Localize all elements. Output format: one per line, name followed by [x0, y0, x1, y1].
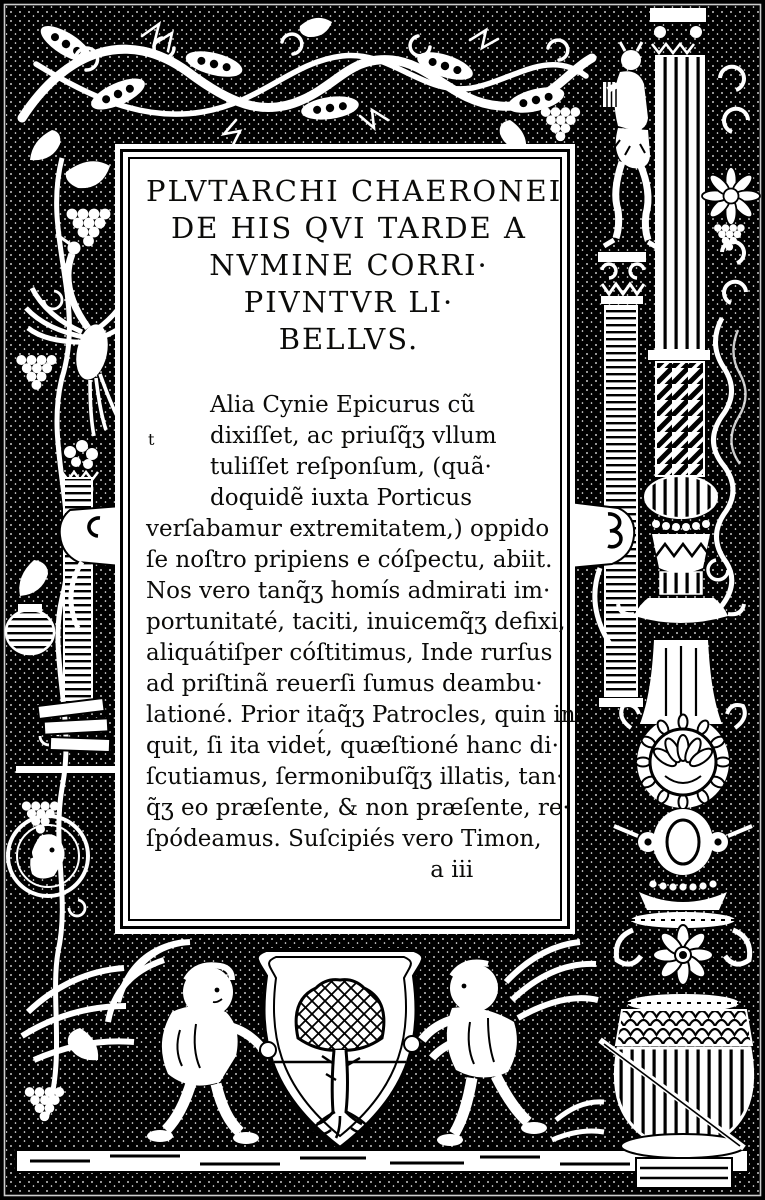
- body-line: aliquátiſper cóſtitimus, Inde rurſus: [146, 640, 553, 666]
- body-line: lationé. Prior itaq̃ʒ Patrocles, quin in·: [146, 702, 583, 728]
- title-line: PLVTARCHI CHAERONEI: [146, 174, 563, 208]
- title-block: [146, 173, 563, 358]
- title-line: DE HIS QVI TARDE A: [171, 211, 527, 245]
- text-panel-frame: [128, 157, 583, 921]
- body-line: ſpódeamus. Suſcipiés vero Timon,: [146, 826, 542, 852]
- rosette: [653, 925, 713, 985]
- body-line: ſe noſtro pripiens e cóſpectu, abiit.: [146, 547, 553, 573]
- body-line: Alia Cynie Epicurus cũ: [210, 392, 476, 418]
- body-line: ſcutiamus, ſermonibuſq̃ʒ illatis, tan·: [146, 764, 564, 790]
- body-line: doquidẽ iuxta Porticus: [210, 485, 472, 511]
- title-line: PIVNTVR LI·: [243, 285, 455, 319]
- body-line: quit, ſi ita videt́, quæſtioné hanc di·: [146, 733, 559, 759]
- margin-gloss-mark: t: [148, 430, 155, 449]
- body-line: q̃ʒ eo præſente, & non præſente, re·: [146, 795, 570, 821]
- corner-flower: [702, 167, 760, 225]
- putto-left-hand: [260, 1042, 276, 1058]
- body-line: dixiſſet, ac priuſq̃ʒ vllum: [210, 423, 497, 449]
- body-line: ad priſtinã reuerſi ſumus deambu·: [146, 671, 543, 697]
- title-line: BELLVS.: [278, 322, 420, 356]
- body-line: verſabamur extremitatem,) oppido: [146, 516, 550, 542]
- body-line: Nos vero tanq̃ʒ homís admirati im·: [146, 578, 551, 604]
- text-panel: [120, 149, 583, 929]
- signature-mark: a iii: [430, 857, 474, 883]
- putto-right-hand: [404, 1036, 420, 1052]
- body-line: tuliſſet reſponſum, (quã·: [210, 454, 492, 480]
- body-line: portunitaté, taciti, inuicemq̃ʒ defixi,: [146, 609, 566, 635]
- body-text-block: [146, 390, 583, 886]
- title-line: NVMINE CORRI·: [209, 248, 489, 282]
